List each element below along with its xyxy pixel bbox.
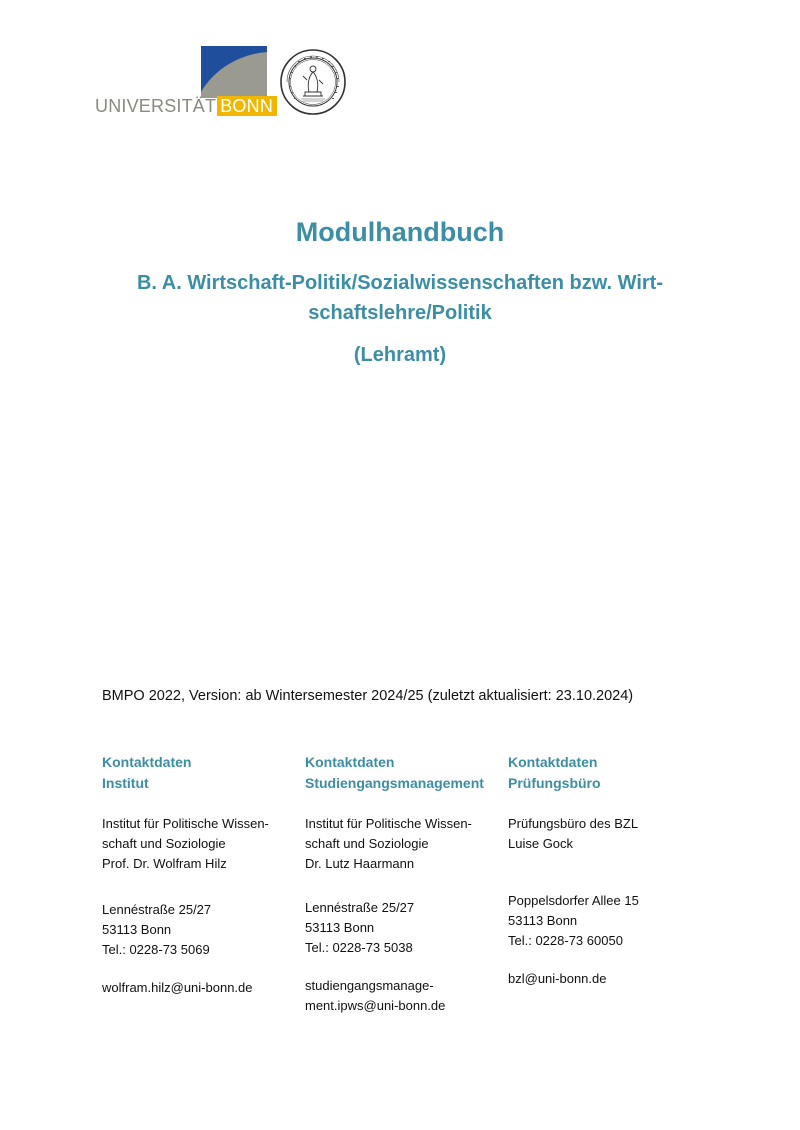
document-subtitle [0,268,800,328]
contact-org-line: Institut für Politische Wissen- [102,816,269,831]
contact-address-line: Lennéstraße 25/27 [305,900,415,915]
document-title: Modulhandbuch [295,217,505,247]
contact-address-line: Lennéstraße 25/27 [102,902,212,917]
contact-email-line[interactable]: studiengangsmanage- [305,978,434,993]
contact-organization [508,814,708,854]
logo-bonn-text: BONN [217,96,277,116]
contact-org-line: schaft und Soziologie [305,836,429,851]
contact-email-line[interactable]: ment.ipws@uni-bonn.de [305,998,446,1013]
contact-heading-line-1: Kontaktdaten [508,754,598,770]
contact-phone: Tel.: 0228-73 5069 [102,942,210,957]
contact-heading-line-2: Prüfungsbüro [508,775,601,791]
university-logo-wordmark [95,96,277,116]
contact-institut [102,752,302,995]
subtitle-line-2: schaftslehre/Politik [308,302,492,324]
contact-address [508,891,708,951]
contact-organization [102,814,302,874]
contact-heading-line-1: Kontaktdaten [305,754,395,770]
contact-email [305,976,505,1016]
contact-heading [102,752,302,794]
contact-address-line: 53113 Bonn [305,920,375,935]
university-logo [95,46,355,118]
contact-org-line: Prüfungsbüro des BZL [508,816,639,831]
contact-heading [508,752,708,794]
contact-heading [305,752,505,794]
contact-email [102,978,302,998]
contact-email-line[interactable]: wolfram.hilz@uni-bonn.de [102,980,253,995]
contact-email [508,969,708,989]
contact-org-line: Luise Gock [508,836,574,851]
contact-heading-line-2: Institut [102,775,149,791]
contact-address-line: 53113 Bonn [508,913,578,928]
contact-studiengangsmanagement [305,752,505,1013]
contact-org-line: Institut für Politische Wissen- [305,816,472,831]
contact-address-line: Poppelsdorfer Allee 15 [508,893,639,908]
faculty-seal-icon [279,48,347,116]
document-lehramt: (Lehramt) [353,344,447,366]
contact-heading-line-1: Kontaktdaten [102,754,192,770]
contact-address-line: 53113 Bonn [102,922,172,937]
contact-address [305,898,505,958]
contact-org-line: schaft und Soziologie [102,836,226,851]
contact-heading-line-2: Studiengangsmanagement [305,775,484,791]
contact-address [102,900,302,960]
version-info: BMPO 2022, Version: ab Wintersemester 2024/25 (zuletzt aktualisiert: 23.10.2024) [102,688,634,704]
contact-pruefungsbuero [508,752,708,986]
contact-phone: Tel.: 0228-73 5038 [305,940,413,955]
subtitle-line-1: B. A. Wirtschaft-Politik/Sozialwissenschaften bzw. Wirt- [136,272,663,294]
contact-organization [305,814,505,874]
contact-phone: Tel.: 0228-73 60050 [508,933,623,948]
title-area [0,212,800,370]
contact-org-line: Dr. Lutz Haarmann [305,856,415,871]
university-logo-mark [201,46,267,98]
contact-email-line[interactable]: bzl@uni-bonn.de [508,971,607,986]
logo-university-text: UNIVERSITÄT [95,96,217,116]
contact-org-line: Prof. Dr. Wolfram Hilz [102,856,227,871]
